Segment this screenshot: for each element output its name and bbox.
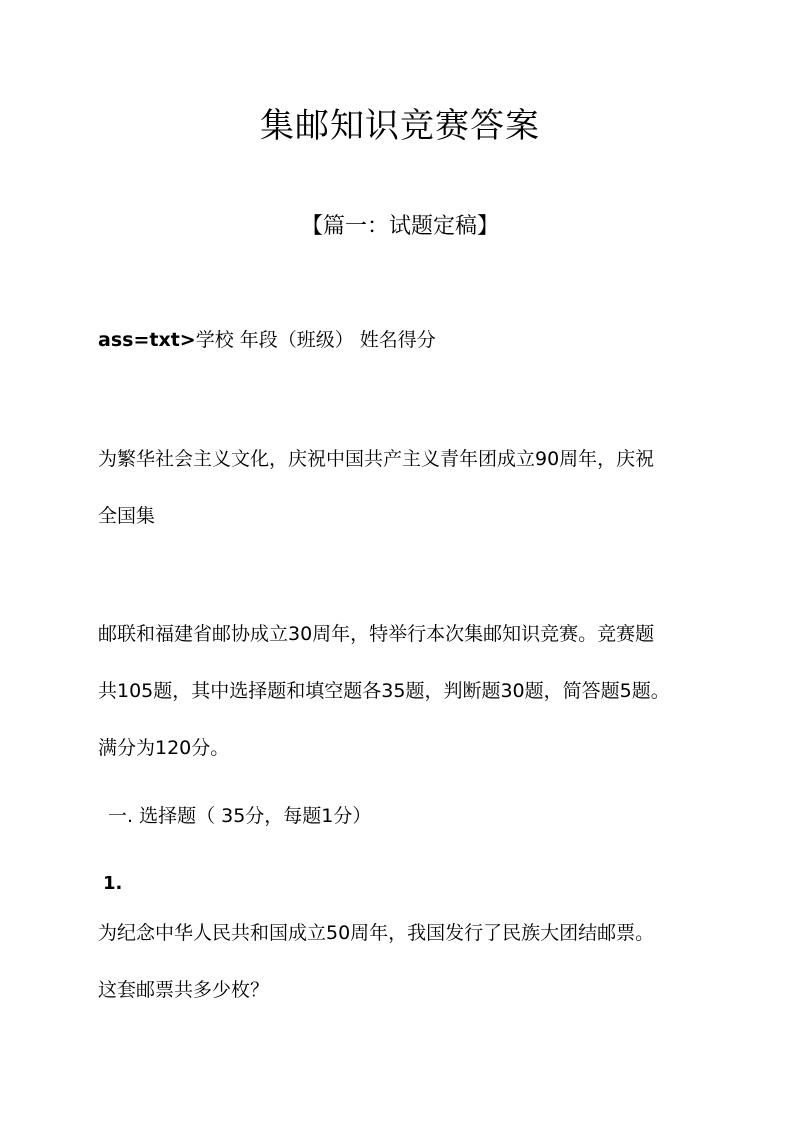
intro-paragraph-1-line-2: 全国集 [98,505,156,527]
intro-paragraph-2-line-3: 满分为120分。 [98,737,230,759]
document-subtitle: 【篇一：试题定稿】 [300,214,499,239]
intro-paragraph-2-line-2: 共105题，其中选择题和填空题各35题，判断题30题，简答题5题。 [98,680,670,702]
form-fields-line [98,325,436,352]
stray-markup-text: ass=txt> [98,329,196,351]
question-number: 1. [103,873,123,894]
question-1-line-1: 为纪念中华人民共和国成立50周年，我国发行了民族大团结邮票。 [98,922,655,944]
intro-paragraph-1-line-1: 为繁华社会主义文化，庆祝中国共产主义青年团成立90周年，庆祝 [98,448,655,470]
form-field-labels: 学校 年段（班级） 姓名得分 [195,329,436,351]
section-heading: 一. 选择题（ 35分，每题1分） [108,805,372,827]
document-title: 集邮知识竞赛答案 [260,106,540,146]
intro-paragraph-2-line-1: 邮联和福建省邮协成立30周年，特举行本次集邮知识竞赛。竞赛题 [98,623,655,645]
question-1-line-2: 这套邮票共多少枚？ [98,979,270,1001]
